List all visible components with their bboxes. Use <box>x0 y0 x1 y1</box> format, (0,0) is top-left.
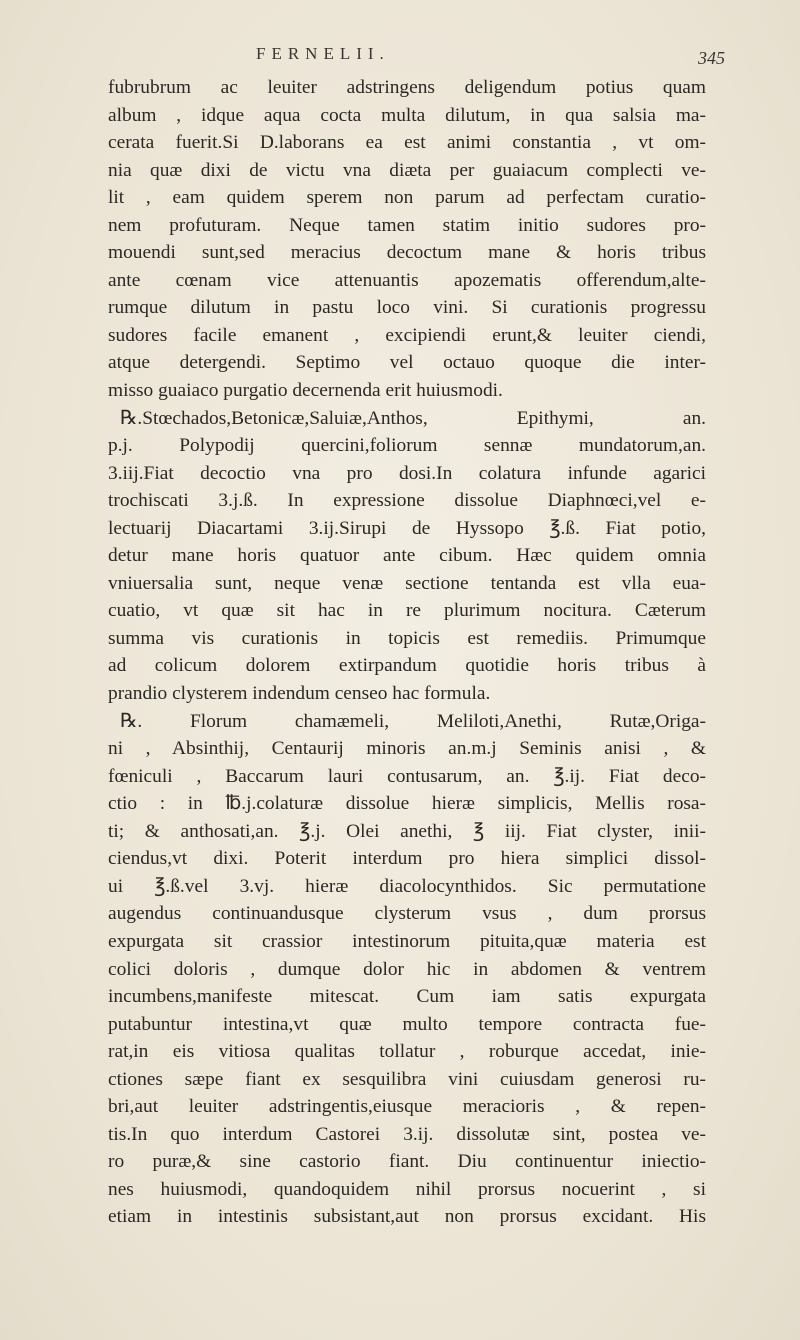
text-line: fœniculi , Baccarum lauri contusarum, an. ℥.ij. Fiat deco- <box>108 765 706 787</box>
text-line: cuatio, vt quæ sit hac in re plurimum nocitura. Cæterum <box>108 600 706 622</box>
text-line: ad colicum dolorem extirpandum quotidie horis tribus à <box>108 655 706 677</box>
text-line: atque detergendi. Septimo vel octauo quoque die inter- <box>108 352 706 374</box>
text-line: tis.In quo interdum Castorei 3.ij. dissolutæ sint, postea ve- <box>108 1123 706 1145</box>
text-line: ui ℥.ß.vel 3.vj. hieræ diacolocynthidos. Sic permutatione <box>108 875 706 897</box>
text-line: ctiones sæpe fiant ex sesquilibra vini cuiusdam generosi ru- <box>108 1068 706 1090</box>
text-line: album , idque aqua cocta multa dilutum, in qua salsia ma- <box>108 104 706 126</box>
text-line: nes huiusmodi, quandoquidem nihil prorsus nocuerint , si <box>108 1178 706 1200</box>
text-line: ℞. Florum chamæmeli, Meliloti,Anethi, Rutæ,Origa- <box>120 710 706 732</box>
page-header <box>0 44 800 72</box>
body-text <box>108 74 706 1231</box>
text-line: 3.iij.Fiat decoctio vna pro dosi.In colatura infunde agarici <box>108 462 706 484</box>
text-line: rat,in eis vitiosa qualitas tollatur , roburque accedat, inie- <box>108 1041 706 1063</box>
text-line: mouendi sunt,sed meracius decoctum mane & horis tribus <box>108 242 706 264</box>
text-line: trochiscati 3.j.ß. In expressione dissolue Diaphnœci,vel e- <box>108 490 706 512</box>
text-line: ti; & anthosati,an. ℥.j. Olei anethi, ℥ iij. Fiat clyster, inii- <box>108 820 706 842</box>
text-line: augendus continuandusque clysterum vsus , dum prorsus <box>108 903 706 925</box>
text-line: summa vis curationis in topicis est remediis. Primumque <box>108 627 706 649</box>
text-line: ctio : in ℔.j.colaturæ dissolue hieræ simplicis, Mellis rosa- <box>108 793 706 815</box>
text-line: detur mane horis quatuor ante cibum. Hæc quidem omnia <box>108 545 706 567</box>
text-line: lectuarij Diacartami 3.ij.Sirupi de Hyssopo ℥.ß. Fiat potio, <box>108 517 706 539</box>
text-line: misso guaiaco purgatio decernenda erit huiusmodi. <box>108 380 503 402</box>
page-number: 345 <box>698 48 725 68</box>
text-line: ni , Absinthij, Centaurij minoris an.m.j Seminis anisi , & <box>108 738 706 760</box>
text-line: nia quæ dixi de victu vna diæta per guaiacum complecti ve- <box>108 159 706 181</box>
text-line: sudores facile emanent , excipiendi erunt,& leuiter ciendi, <box>108 324 706 346</box>
text-line: prandio clysterem indendum censeo hac formula. <box>108 683 491 705</box>
text-line: ante cœnam vice attenuantis apozematis offerendum,alte- <box>108 269 706 291</box>
text-line: ro puræ,& sine castorio fiant. Diu continuentur iniectio- <box>108 1151 706 1173</box>
text-line: p.j. Polypodij quercini,foliorum sennæ mundatorum,an. <box>108 435 706 457</box>
text-line: incumbens,manifeste mitescat. Cum iam satis expurgata <box>108 986 706 1008</box>
text-line: rumque dilutum in pastu loco vini. Si curationis progressu <box>108 297 706 319</box>
text-line: vniuersalia sunt, neque venæ sectione tentanda est vlla eua- <box>108 572 706 594</box>
text-line: ℞.Stœchados,Betonicæ,Saluiæ,Anthos, Epithymi, an. <box>120 407 706 429</box>
text-line: ciendus,vt dixi. Poterit interdum pro hiera simplici dissol- <box>108 848 706 870</box>
text-line: lit , eam quidem sperem non parum ad perfectam curatio- <box>108 187 706 209</box>
text-line: bri,aut leuiter adstringentis,eiusque meracioris , & repen- <box>108 1096 706 1118</box>
text-line: putabuntur intestina,vt quæ multo tempore contracta fue- <box>108 1013 706 1035</box>
text-line: colici doloris , dumque dolor hic in abdomen & ventrem <box>108 958 706 980</box>
text-line: etiam in intestinis subsistant,aut non prorsus excidant. His <box>108 1206 706 1228</box>
text-line: cerata fuerit.Si D.laborans ea est animi constantia , vt om- <box>108 132 706 154</box>
running-head: FERNELII. <box>256 44 390 63</box>
text-line: expurgata sit crassior intestinorum pituita,quæ materia est <box>108 930 706 952</box>
text-line: fubrubrum ac leuiter adstringens deligendum potius quam <box>108 77 706 98</box>
text-line: nem profuturam. Neque tamen statim initio sudores pro- <box>108 214 706 236</box>
